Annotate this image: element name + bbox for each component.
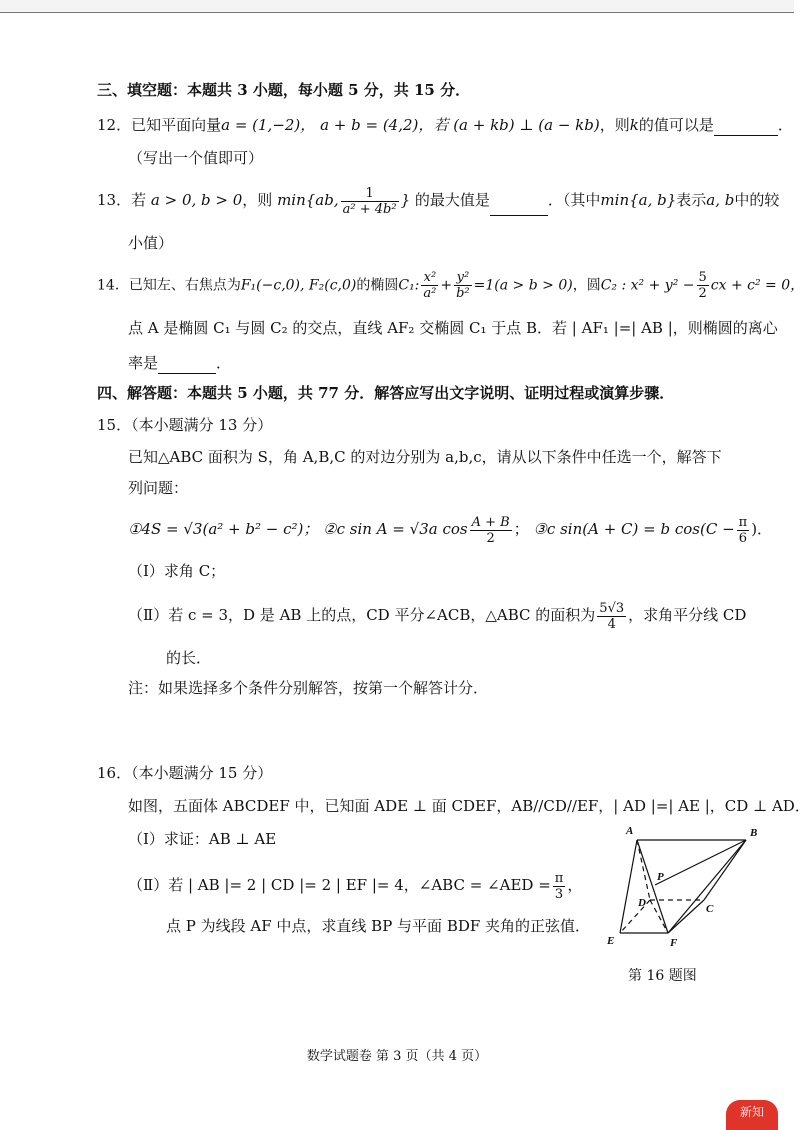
edge-AD bbox=[637, 840, 650, 900]
q13-text-e: 表示 bbox=[676, 191, 707, 209]
question-12 bbox=[97, 115, 793, 136]
q14-c1: C₁: bbox=[398, 277, 420, 294]
q13-cond: a > 0, b > 0 bbox=[150, 191, 243, 209]
q13-min-pre: min{ab, bbox=[277, 191, 339, 209]
label-E: E bbox=[607, 935, 615, 947]
q14-frac-y: $\frac{\text{y²}}{\text{b²}}$ bbox=[456, 270, 470, 301]
q13-text-a: 若 bbox=[131, 191, 147, 209]
q12-text-b: ，则 bbox=[599, 116, 630, 134]
figure-caption: 第 16 题图 bbox=[628, 968, 697, 984]
q15-part2-cont: 的长． bbox=[166, 649, 212, 667]
q12-text-c: 的值可以是 bbox=[638, 116, 714, 134]
label-C: C bbox=[706, 903, 714, 915]
option-3: ③c sin(A + C) = b cos(C − bbox=[533, 520, 735, 538]
edge-CF bbox=[668, 900, 704, 933]
q14-c2: C₂ : x² + y² − bbox=[600, 277, 695, 294]
q14-line2: 点 A 是椭圆 C₁ 与圆 C₂ 的交点，直线 AF₂ 交椭圆 C₁ 于点 B．若 | AF₁ |=| AB |，则椭圆的离心 bbox=[128, 319, 778, 337]
option-2: ②c sin A = √3a cos bbox=[323, 520, 468, 538]
q12-cond2: a + b = (4,2)，若 bbox=[320, 116, 449, 134]
answer-blank bbox=[490, 185, 548, 216]
q14-text-b: 的椭圆 bbox=[356, 277, 399, 294]
q12-cond3: (a + kb) ⊥ (a − kb) bbox=[453, 116, 600, 134]
label-F: F bbox=[670, 937, 678, 949]
q13-text-c: 的最大值是 bbox=[414, 191, 490, 209]
q15-line2: 列问题： bbox=[128, 479, 189, 497]
q12-note: （写出一个值即可） bbox=[128, 149, 264, 167]
question-16-header: 16．（本小题满分 15 分） bbox=[97, 764, 273, 782]
q14-plus: + bbox=[440, 277, 453, 294]
question-number: 12． bbox=[97, 116, 132, 134]
q13-text-b: ，则 bbox=[242, 191, 273, 209]
edge-AE bbox=[620, 840, 637, 933]
option-3-fraction: $\frac{\pi}{6}$ bbox=[738, 514, 748, 546]
question-number: 14． bbox=[97, 277, 129, 294]
q14-frac-x: $\frac{\text{x²}}{\text{a²}}$ bbox=[423, 270, 437, 301]
q14-eq2: cx + c² = 0， bbox=[710, 277, 805, 294]
q15-part1: （Ⅰ）求角 C； bbox=[128, 562, 226, 580]
q12-var-k: k bbox=[629, 116, 639, 134]
q15-area-fraction: $\frac{5√3}{4}$ bbox=[599, 600, 625, 632]
question-14 bbox=[97, 270, 804, 301]
q13-line2: 小值） bbox=[128, 234, 174, 252]
option-1: ①4S = √3(a² + b² − c²)； bbox=[128, 520, 319, 538]
q14-eq1: =1(a > b > 0) bbox=[473, 277, 573, 294]
label-D: D bbox=[638, 897, 646, 909]
edge-BF bbox=[668, 840, 746, 933]
q14-foci: F₁(−c,0), F₂(c,0) bbox=[240, 277, 357, 294]
scan-top-edge bbox=[0, 0, 794, 13]
question-number: 16． bbox=[97, 764, 132, 782]
q13-fraction: $\frac{1}{\text{a² + 4b²}}$ bbox=[342, 185, 397, 217]
q13-text-d: ．（其中 bbox=[547, 191, 601, 209]
label-A: A bbox=[626, 825, 634, 837]
q16-part1: （Ⅰ）求证：AB ⊥ AE bbox=[128, 830, 277, 848]
question-15-header: 15．（本小题满分 13 分） bbox=[97, 416, 273, 434]
q15-part2: （Ⅱ）若 c = 3，D 是 AB 上的点，CD 平分∠ACB，△ABC 的面积为 $\frac{5√3}{4}$ ，求角平分线 CD bbox=[128, 600, 747, 632]
question-13 bbox=[97, 185, 779, 217]
q12-cond1: a = (1,−2)， bbox=[221, 116, 316, 134]
page-footer: 数学试题卷 第 3 页（共 4 页） bbox=[306, 1049, 488, 1064]
option-2-fraction: $\frac{A + B}{2}$ bbox=[471, 514, 510, 546]
section-heading-solve: 四、解答题：本题共 5 小题，共 77 分．解答应写出文字说明、证明过程或演算步骤． bbox=[97, 384, 675, 402]
q13-min-def: min{a, b} bbox=[600, 191, 677, 209]
edge-BC bbox=[704, 840, 746, 900]
q13-text-f: 中的较 bbox=[734, 191, 780, 209]
q12-end: ． bbox=[777, 116, 793, 134]
q14-line3: 率是 ． bbox=[128, 354, 232, 372]
pentahedron-figure bbox=[600, 820, 770, 950]
segment-BP bbox=[655, 840, 746, 885]
label-B: B bbox=[750, 827, 758, 839]
q12-text-a: 已知平面向量 bbox=[131, 116, 222, 134]
answer-blank bbox=[714, 115, 778, 136]
question-number: 15． bbox=[97, 416, 132, 434]
q16-part2-cont: 点 P 为线段 AF 中点，求直线 BP 与平面 BDF 夹角的正弦值． bbox=[166, 917, 591, 935]
answer-blank bbox=[158, 353, 216, 374]
question-number: 13． bbox=[97, 191, 132, 209]
q14-text-a: 已知左、右焦点为 bbox=[128, 277, 241, 294]
q15-note: 注：如果选择多个条件分别解答，按第一个解答计分． bbox=[128, 679, 489, 697]
q15-options: ①4S = √3(a² + b² − c²)； ②c sin A = √3a cos $\frac{A + B}{2}$ ； ③c sin(A + C) = b cos(C − $\frac{\pi}{6}$ )． bbox=[128, 514, 773, 546]
q13-ab: a, b bbox=[706, 191, 735, 209]
q16-angle-fraction: $\frac{\pi}{3}$ bbox=[554, 870, 564, 902]
label-P: P bbox=[657, 871, 664, 883]
q13-min-post: } bbox=[400, 191, 411, 209]
q14-text-c: ，圆 bbox=[572, 277, 601, 294]
corner-badge: 新知 bbox=[726, 1100, 778, 1130]
q15-line1: 已知△ABC 面积为 S，角 A,B,C 的对边分别为 a,b,c，请从以下条件中任选一个，解答下 bbox=[128, 448, 722, 466]
section-heading-fill-blank: 三、填空题：本题共 3 小题，每小题 5 分，共 15 分． bbox=[97, 81, 471, 99]
q14-frac-52: $\frac{5}{2}$ bbox=[698, 270, 707, 301]
q16-part2: （Ⅱ）若 | AB |= 2 | CD |= 2 | EF |= 4，∠ABC = ∠AED = $\frac{\pi}{3}$ ， bbox=[128, 870, 583, 902]
edge-AF bbox=[637, 840, 668, 933]
q16-line1: 如图，五面体 ABCDEF 中，已知面 ADE ⊥ 面 CDEF，AB//CD//EF，| AD |=| AE |，CD ⊥ AD． bbox=[128, 797, 810, 815]
